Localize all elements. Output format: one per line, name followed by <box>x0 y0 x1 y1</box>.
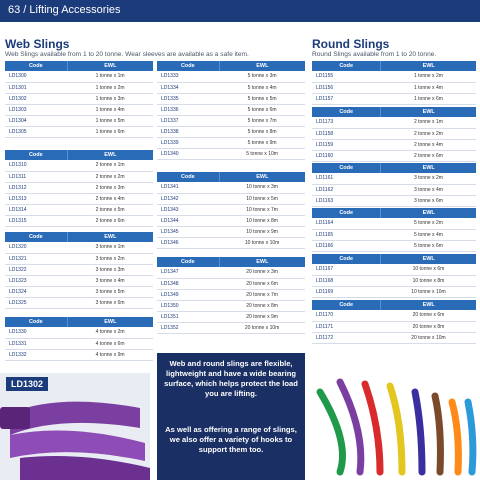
round-table <box>312 254 476 298</box>
table-row <box>312 173 476 184</box>
table-row <box>5 160 153 171</box>
ewl-value: 20 tonne x 10m <box>219 322 305 333</box>
product-code: LD1166 <box>312 240 381 251</box>
web-table <box>5 150 153 227</box>
code-column-header: Code <box>5 150 67 160</box>
ewl-value: 5 tonne x 5m <box>219 93 305 104</box>
table-row <box>157 278 305 289</box>
product-code: LD1161 <box>312 173 381 184</box>
table-row <box>5 327 153 338</box>
table-row <box>312 286 476 297</box>
ewl-column-header: EWL <box>219 61 305 71</box>
ewl-value: 20 tonne x 3m <box>219 267 305 278</box>
table-row <box>5 93 153 104</box>
product-code: LD1349 <box>157 289 219 300</box>
table-row <box>5 71 153 82</box>
web-slings-subtitle: Web Slings available from 1 to 20 tonne. Wear sleeves are available as a safe item. <box>5 51 249 58</box>
code-column-header: Code <box>5 61 67 71</box>
ewl-value: 2 tonne x 5m <box>67 204 153 215</box>
ewl-column-header: EWL <box>67 150 153 160</box>
table-row <box>312 184 476 195</box>
ewl-value: 5 tonne x 4m <box>219 82 305 93</box>
product-code: LD1173 <box>312 117 381 128</box>
ewl-value: 20 tonne x 7m <box>219 289 305 300</box>
round-slings-photo <box>310 372 480 480</box>
round-table <box>312 208 476 252</box>
product-code: LD1164 <box>312 218 381 229</box>
code-column-header: Code <box>312 61 381 71</box>
ewl-value: 20 tonne x 10m <box>381 332 476 343</box>
web-table <box>5 61 153 138</box>
ewl-value: 20 tonne x 8m <box>381 321 476 332</box>
ewl-value: 3 tonne x 6m <box>67 297 153 308</box>
ewl-value: 5 tonne x 9m <box>219 137 305 148</box>
ewl-value: 20 tonne x 8m <box>219 300 305 311</box>
ewl-column-header: EWL <box>381 208 476 218</box>
table-row <box>157 115 305 126</box>
web-slings-title: Web Slings <box>5 37 70 51</box>
table-row <box>312 218 476 229</box>
product-code: LD1347 <box>157 267 219 278</box>
table-row <box>312 82 476 93</box>
ewl-value: 20 tonne x 6m <box>381 310 476 321</box>
product-code: LD1165 <box>312 229 381 240</box>
table-row <box>312 332 476 343</box>
ewl-value: 10 tonne x 10m <box>219 237 305 248</box>
product-code: LD1337 <box>157 115 219 126</box>
table-row <box>312 264 476 275</box>
product-code: LD1155 <box>312 71 381 82</box>
table-row <box>312 139 476 150</box>
ewl-value: 5 tonne x 10m <box>219 148 305 159</box>
ewl-value: 20 tonne x 9m <box>219 311 305 322</box>
product-code: LD1332 <box>5 349 67 360</box>
product-code: LD1163 <box>312 195 381 206</box>
ewl-value: 10 tonne x 3m <box>219 182 305 193</box>
promo-panel <box>157 353 305 480</box>
product-code: LD1305 <box>5 126 67 137</box>
ewl-value: 5 tonne x 8m <box>219 126 305 137</box>
product-code: LD1167 <box>312 264 381 275</box>
table-row <box>5 104 153 115</box>
product-code: LD1352 <box>157 322 219 333</box>
ewl-value: 3 tonne x 1m <box>67 242 153 253</box>
table-row <box>157 322 305 333</box>
product-code: LD1344 <box>157 215 219 226</box>
web-table <box>157 257 305 334</box>
ewl-value: 3 tonne x 3m <box>67 264 153 275</box>
product-code: LD1159 <box>312 139 381 150</box>
code-column-header: Code <box>5 317 67 327</box>
ewl-value: 1 tonne x 6m <box>67 126 153 137</box>
ewl-value: 3 tonne x 4m <box>67 275 153 286</box>
product-code: LD1338 <box>157 126 219 137</box>
round-slings-subtitle: Round Slings available from 1 to 20 tonne. <box>312 51 437 58</box>
product-code: LD1322 <box>5 264 67 275</box>
product-code: LD1169 <box>312 286 381 297</box>
table-row <box>5 338 153 349</box>
table-row <box>312 150 476 161</box>
product-code: LD1172 <box>312 332 381 343</box>
table-row <box>312 229 476 240</box>
ewl-column-header: EWL <box>381 300 476 310</box>
product-code: LD1348 <box>157 278 219 289</box>
ewl-value: 10 tonne x 8m <box>219 215 305 226</box>
table-row <box>5 82 153 93</box>
product-code: LD1158 <box>312 128 381 139</box>
table-row <box>312 195 476 206</box>
product-code: LD1170 <box>312 310 381 321</box>
ewl-value: 2 tonne x 6m <box>67 215 153 226</box>
product-code: LD1311 <box>5 171 67 182</box>
product-code: LD1313 <box>5 193 67 204</box>
ewl-column-header: EWL <box>381 61 476 71</box>
ewl-value: 10 tonne x 7m <box>219 204 305 215</box>
product-code: LD1333 <box>157 71 219 82</box>
ewl-value: 1 tonne x 4m <box>67 104 153 115</box>
web-table <box>5 317 153 361</box>
promo-text-1: Web and round slings are flexible, lightweight and have a wide bearing surface, which helps protect the load you are lifting. <box>164 359 298 398</box>
table-row <box>157 237 305 248</box>
table-row <box>5 182 153 193</box>
table-row <box>157 126 305 137</box>
ewl-column-header: EWL <box>219 257 305 267</box>
page-header-title: 63 / Lifting Accessories <box>8 4 121 16</box>
table-row <box>5 349 153 360</box>
product-code: LD1162 <box>312 184 381 195</box>
ewl-value: 4 tonne x 6m <box>67 338 153 349</box>
ewl-value: 4 tonne x 9m <box>67 349 153 360</box>
table-row <box>157 137 305 148</box>
product-code: LD1314 <box>5 204 67 215</box>
product-code: LD1334 <box>157 82 219 93</box>
table-row <box>157 148 305 159</box>
promo-text-2: As well as offering a range of slings, we also offer a variety of hooks to support them too. <box>165 425 297 454</box>
table-row <box>157 104 305 115</box>
ewl-value: 1 tonne x 1m <box>67 71 153 82</box>
product-code: LD1336 <box>157 104 219 115</box>
ewl-value: 1 tonne x 6m <box>381 93 476 104</box>
product-code-badge: LD1302 <box>6 377 48 391</box>
ewl-value: 3 tonne x 2m <box>381 173 476 184</box>
product-code: LD1301 <box>5 82 67 93</box>
table-row <box>5 242 153 253</box>
product-code: LD1315 <box>5 215 67 226</box>
table-row <box>157 193 305 204</box>
ewl-column-header: EWL <box>381 254 476 264</box>
product-code: LD1157 <box>312 93 381 104</box>
product-code: LD1330 <box>5 327 67 338</box>
ewl-value: 5 tonne x 6m <box>219 104 305 115</box>
web-table <box>157 61 305 160</box>
ewl-value: 1 tonne x 2m <box>381 71 476 82</box>
ewl-value: 10 tonne x 5m <box>219 193 305 204</box>
table-row <box>312 275 476 286</box>
table-row <box>5 286 153 297</box>
product-code: LD1168 <box>312 275 381 286</box>
table-row <box>5 115 153 126</box>
ewl-value: 2 tonne x 4m <box>67 193 153 204</box>
product-code: LD1310 <box>5 160 67 171</box>
product-code: LD1300 <box>5 71 67 82</box>
ewl-value: 5 tonne x 2m <box>381 218 476 229</box>
ewl-column-header: EWL <box>67 317 153 327</box>
ewl-column-header: EWL <box>381 107 476 117</box>
product-code: LD1335 <box>157 93 219 104</box>
table-row <box>5 297 153 308</box>
product-code: LD1160 <box>312 150 381 161</box>
ewl-value: 2 tonne x 2m <box>67 171 153 182</box>
page-header-bar <box>0 0 480 22</box>
code-column-header: Code <box>312 254 381 264</box>
table-row <box>157 226 305 237</box>
ewl-value: 2 tonne x 3m <box>67 182 153 193</box>
table-row <box>157 300 305 311</box>
table-row <box>5 253 153 264</box>
product-code: LD1321 <box>5 253 67 264</box>
ewl-column-header: EWL <box>219 172 305 182</box>
product-code: LD1345 <box>157 226 219 237</box>
product-code: LD1304 <box>5 115 67 126</box>
table-row <box>5 264 153 275</box>
table-row <box>312 117 476 128</box>
ewl-value: 10 tonne x 6m <box>381 264 476 275</box>
code-column-header: Code <box>157 257 219 267</box>
ewl-value: 4 tonne x 2m <box>67 327 153 338</box>
product-code: LD1323 <box>5 275 67 286</box>
round-table <box>312 300 476 344</box>
ewl-value: 2 tonne x 4m <box>381 139 476 150</box>
product-code: LD1303 <box>5 104 67 115</box>
ewl-value: 2 tonne x 1m <box>67 160 153 171</box>
ewl-value: 1 tonne x 5m <box>67 115 153 126</box>
code-column-header: Code <box>312 300 381 310</box>
product-code: LD1340 <box>157 148 219 159</box>
table-row <box>157 267 305 278</box>
ewl-value: 10 tonne x 9m <box>219 226 305 237</box>
table-row <box>312 321 476 332</box>
product-code: LD1346 <box>157 237 219 248</box>
ewl-value: 1 tonne x 2m <box>67 82 153 93</box>
product-code: LD1351 <box>157 311 219 322</box>
table-row <box>157 182 305 193</box>
table-row <box>157 311 305 322</box>
web-sling-photo <box>0 373 150 480</box>
table-row <box>157 215 305 226</box>
ewl-column-header: EWL <box>67 61 153 71</box>
table-row <box>312 93 476 104</box>
ewl-value: 3 tonne x 4m <box>381 184 476 195</box>
table-row <box>5 275 153 286</box>
table-row <box>312 71 476 82</box>
table-row <box>312 128 476 139</box>
ewl-value: 5 tonne x 6m <box>381 240 476 251</box>
product-code: LD1156 <box>312 82 381 93</box>
round-slings-title: Round Slings <box>312 37 390 51</box>
table-row <box>157 204 305 215</box>
product-code: LD1350 <box>157 300 219 311</box>
product-code: LD1320 <box>5 242 67 253</box>
ewl-value: 10 tonne x 10m <box>381 286 476 297</box>
table-row <box>5 215 153 226</box>
web-table <box>5 232 153 309</box>
table-row <box>5 193 153 204</box>
ewl-value: 5 tonne x 4m <box>381 229 476 240</box>
product-code: LD1343 <box>157 204 219 215</box>
ewl-value: 3 tonne x 5m <box>67 286 153 297</box>
product-code: LD1341 <box>157 182 219 193</box>
table-row <box>5 126 153 137</box>
round-slings-image <box>310 372 480 480</box>
ewl-value: 2 tonne x 6m <box>381 150 476 161</box>
code-column-header: Code <box>312 208 381 218</box>
ewl-value: 10 tonne x 8m <box>381 275 476 286</box>
code-column-header: Code <box>312 163 381 173</box>
ewl-value: 20 tonne x 6m <box>219 278 305 289</box>
table-row <box>5 204 153 215</box>
ewl-value: 3 tonne x 6m <box>381 195 476 206</box>
code-column-header: Code <box>312 107 381 117</box>
product-code: LD1325 <box>5 297 67 308</box>
table-row <box>312 310 476 321</box>
code-column-header: Code <box>5 232 67 242</box>
product-code: LD1331 <box>5 338 67 349</box>
product-code: LD1324 <box>5 286 67 297</box>
ewl-column-header: EWL <box>67 232 153 242</box>
table-row <box>312 240 476 251</box>
product-code: LD1342 <box>157 193 219 204</box>
round-table <box>312 107 476 162</box>
table-row <box>157 71 305 82</box>
ewl-value: 1 tonne x 3m <box>67 93 153 104</box>
product-code: LD1339 <box>157 137 219 148</box>
table-row <box>157 289 305 300</box>
ewl-value: 5 tonne x 7m <box>219 115 305 126</box>
product-code: LD1312 <box>5 182 67 193</box>
product-code: LD1171 <box>312 321 381 332</box>
web-table <box>157 172 305 249</box>
ewl-value: 1 tonne x 4m <box>381 82 476 93</box>
ewl-value: 2 tonne x 2m <box>381 128 476 139</box>
table-row <box>5 171 153 182</box>
code-column-header: Code <box>157 61 219 71</box>
table-row <box>157 93 305 104</box>
ewl-column-header: EWL <box>381 163 476 173</box>
table-row <box>157 82 305 93</box>
round-table <box>312 163 476 207</box>
ewl-value: 2 tonne x 1m <box>381 117 476 128</box>
round-table <box>312 61 476 105</box>
ewl-value: 5 tonne x 3m <box>219 71 305 82</box>
ewl-value: 3 tonne x 2m <box>67 253 153 264</box>
code-column-header: Code <box>157 172 219 182</box>
product-code: LD1302 <box>5 93 67 104</box>
